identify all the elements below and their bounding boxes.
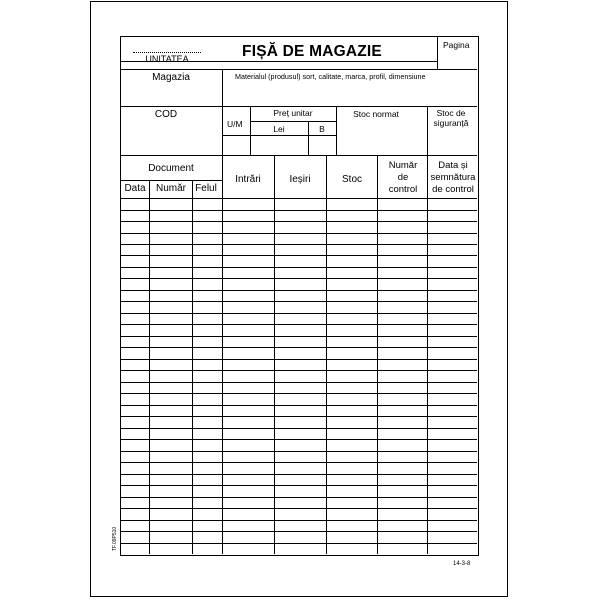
warehouse-label: Magazia xyxy=(152,72,190,83)
form-code: 14-3-8 xyxy=(453,561,471,567)
table-row-line xyxy=(121,382,477,383)
page-title: FIȘĂ DE MAGAZIE xyxy=(242,43,382,60)
table-row-line xyxy=(121,210,477,211)
currency-b: B xyxy=(319,124,325,134)
table-header-bottom xyxy=(121,198,477,199)
col-divider-count xyxy=(427,155,428,554)
warehouse-divider xyxy=(222,69,223,155)
table-row-line xyxy=(121,462,477,463)
table-row-line xyxy=(121,393,477,394)
table-row-line xyxy=(121,497,477,498)
page-label: Pagina xyxy=(443,40,470,50)
document-label: Document xyxy=(148,163,194,174)
title-underline xyxy=(121,61,437,62)
table-row-line xyxy=(121,416,477,417)
table-row-line xyxy=(121,313,477,314)
normal-stock-label: Stoc normat xyxy=(353,109,399,119)
page-box-divider xyxy=(437,37,438,69)
col-sign-1: Data și xyxy=(438,160,468,171)
col-divider-in xyxy=(274,155,275,554)
table-row-line xyxy=(121,405,477,406)
unit-dotted-line xyxy=(133,52,201,53)
table-row-line xyxy=(121,301,477,302)
col-sign-2: semnătura xyxy=(430,172,476,183)
table-row-line xyxy=(121,508,477,509)
table-row-line xyxy=(121,290,477,291)
um-label: U/M xyxy=(227,119,243,129)
table-row-line xyxy=(121,267,477,268)
col-number: Număr xyxy=(155,183,187,194)
price-right-divider xyxy=(336,106,337,155)
table-row-line xyxy=(121,359,477,360)
col-divider-date xyxy=(149,180,150,554)
document-split-line xyxy=(121,180,222,181)
normal-stock-divider xyxy=(427,106,428,155)
col-divider-stock xyxy=(377,155,378,554)
stock-card-form xyxy=(120,36,479,556)
col-date: Data xyxy=(124,183,146,194)
currency-lei: Lei xyxy=(273,124,285,134)
col-sign-3: de control xyxy=(432,184,474,195)
table-row-line xyxy=(121,278,477,279)
unit-label: UNITATEA xyxy=(145,54,189,64)
col-in: Intrări xyxy=(235,174,261,185)
table-row-line xyxy=(121,244,477,245)
table-row-line xyxy=(121,520,477,521)
table-row-line xyxy=(121,439,477,440)
col-stock: Stoc xyxy=(341,174,363,185)
table-row-line xyxy=(121,221,477,222)
col-count-1: Număr xyxy=(388,160,418,171)
unit-price-label: Preț unitar xyxy=(273,108,313,118)
table-row-line xyxy=(121,543,477,544)
col-divider-out xyxy=(326,155,327,554)
um-divider xyxy=(250,106,251,155)
code-label: COD xyxy=(154,109,178,120)
side-code: TF.09P510 xyxy=(112,526,118,551)
price-bottom-line xyxy=(222,135,336,136)
col-count-3: control xyxy=(388,184,418,195)
header-divider xyxy=(121,69,477,70)
table-row-line xyxy=(121,255,477,256)
price-split-line xyxy=(250,121,336,122)
table-row-line xyxy=(121,347,477,348)
table-row-line xyxy=(121,485,477,486)
col-out: Ieșiri xyxy=(289,174,311,185)
table-row-line xyxy=(121,336,477,337)
table-row-line xyxy=(121,324,477,325)
col-divider-number xyxy=(192,180,193,554)
safety-stock-label-1: Stoc de xyxy=(436,108,466,118)
table-row-line xyxy=(121,531,477,532)
info-bottom-line xyxy=(121,155,477,156)
table-row-line xyxy=(121,474,477,475)
table-row-line xyxy=(121,428,477,429)
table-row-line xyxy=(121,233,477,234)
table-row-line xyxy=(121,370,477,371)
warehouse-bottom-line xyxy=(121,106,477,107)
col-type: Felul xyxy=(195,183,217,194)
col-count-2: de xyxy=(397,172,409,183)
col-divider-type xyxy=(222,155,223,554)
safety-stock-label-2: siguranță xyxy=(433,118,469,128)
material-label: Materialul (produsul) sort, calitate, marca, profil, dimensiune xyxy=(235,72,426,81)
table-row-line xyxy=(121,451,477,452)
lei-b-divider xyxy=(308,121,309,155)
